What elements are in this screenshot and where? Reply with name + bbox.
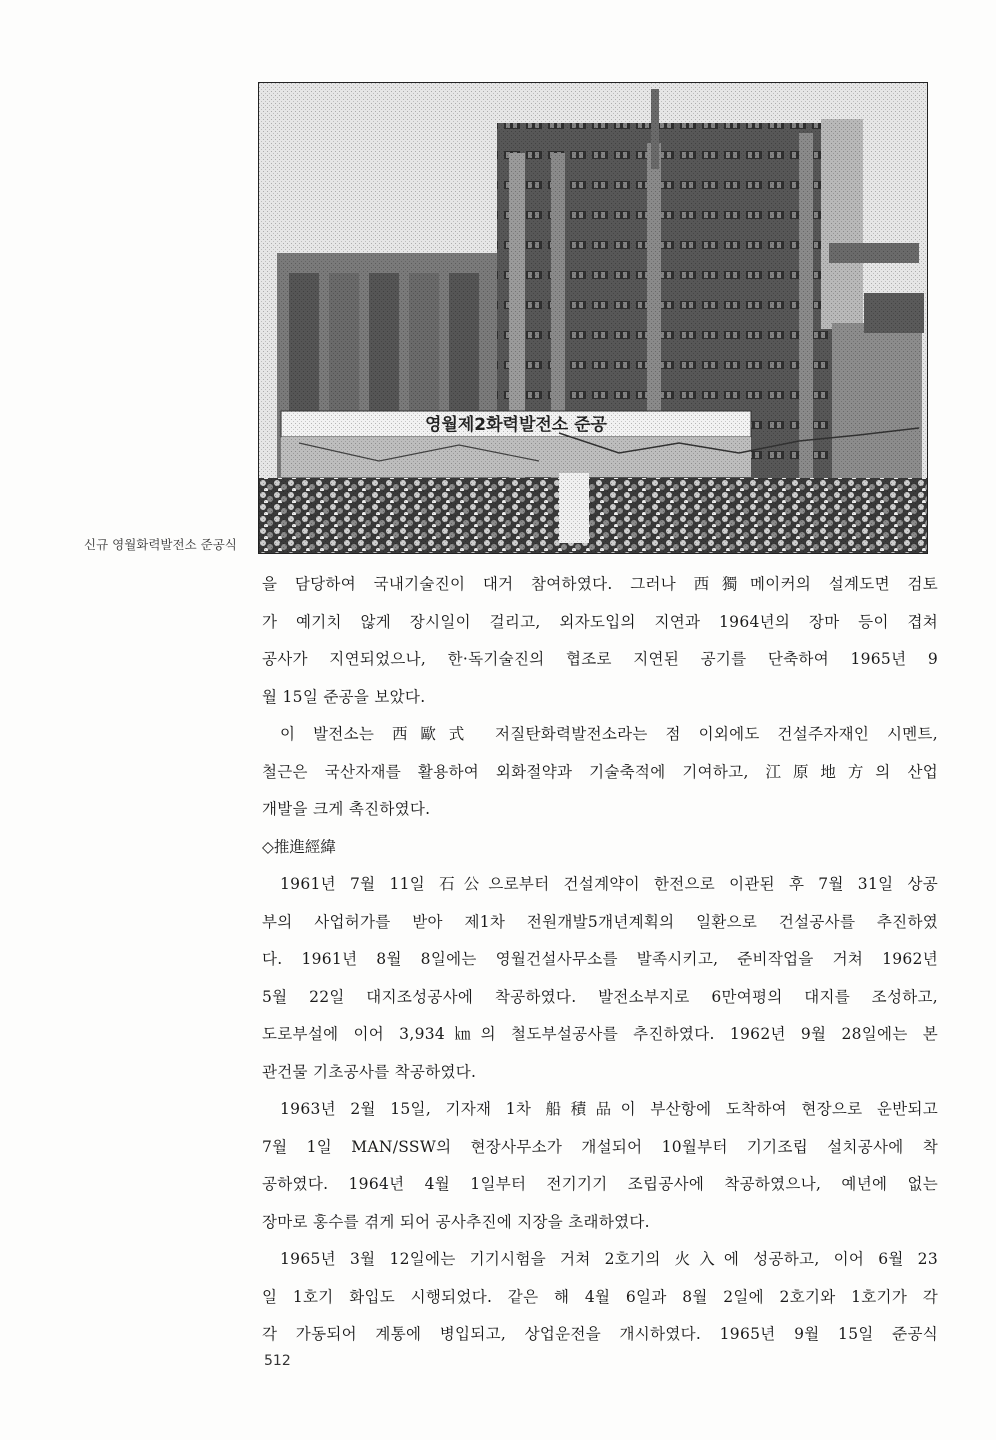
text-line: 월 15일 준공을 보았다.: [262, 687, 426, 706]
body-text: [262, 566, 938, 1354]
text-line: 7월 1일 MAN/SSW의 현장사무소가 개설되어 10월부터 기기조립 설치공사에 착: [262, 1137, 938, 1156]
text-line: 이 발전소는 西歐式 저질탄화력발전소라는 점 이외에도 건설주자재인 시멘트,: [280, 725, 938, 743]
text-line: 일 1호기 화입도 시행되었다. 같은 해 4월 6일과 8월 2일에 2호기와 1호기가 각: [262, 1287, 938, 1306]
power-plant-photo: [258, 82, 928, 554]
text-line: 철근은 국산자재를 활용하여 외화절약과 기술축적에 기여하고, 江原地方의 산업: [262, 762, 938, 781]
text-line: 1963년 2월 15일, 기자재 1차 船積品이 부산항에 도착하여 현장으로 운반되고: [280, 1100, 938, 1118]
text-line: 1961년 7월 11일 石公으로부터 건설계약이 한전으로 이관된 후 7월 31일 상공: [280, 875, 938, 893]
text-line: 공하였다. 1964년 4월 1일부터 전기기기 조립공사에 착공하였으나, 예년에 없는: [262, 1175, 938, 1193]
text-line: 관건물 기초공사를 착공하였다.: [262, 1062, 477, 1081]
text-line: 부의 사업허가를 받아 제1차 전원개발5개년계획의 일환으로 건설공사를 추진하였: [262, 912, 938, 931]
page-number: 512: [264, 1353, 291, 1369]
text-line: 다. 1961년 8월 8일에는 영월건설사무소를 발족시키고, 준비작업을 거쳐 1962년: [262, 950, 938, 968]
text-line: 공사가 지연되었으나, 한·독기술진의 협조로 지연된 공기를 단축하여 1965년 9: [262, 650, 938, 668]
text-line: 가 예기치 않게 장시일이 걸리고, 외자도입의 지연과 1964년의 장마 등이 겹쳐: [262, 612, 938, 631]
text-line: 도로부설에 이어 3,934㎞의 철도부설공사를 추진하였다. 1962년 9월 28일에는 본: [262, 1025, 938, 1043]
text-line: 을 담당하여 국내기술진이 대거 참여하였다. 그러나 西獨메이커의 설계도면 검토: [262, 575, 938, 593]
section-heading: ◇推進經緯: [262, 837, 336, 856]
text-line: 개발을 크게 촉진하였다.: [262, 800, 431, 818]
text-line: 장마로 홍수를 겪게 되어 공사추진에 지장을 초래하였다.: [262, 1212, 650, 1231]
text-line: 5월 22일 대지조성공사에 착공하였다. 발전소부지로 6만여평의 대지를 조성하고,: [262, 987, 938, 1006]
text-line: 1965년 3월 12일에는 기기시험을 거쳐 2호기의 火入에 성공하고, 이어 6월 23: [280, 1250, 938, 1268]
text-line: 각 가동되어 계통에 병입되고, 상업운전을 개시하였다. 1965년 9월 15일 준공식: [262, 1325, 938, 1343]
photo-caption: 신규 영월화력발전소 준공식: [84, 537, 237, 552]
